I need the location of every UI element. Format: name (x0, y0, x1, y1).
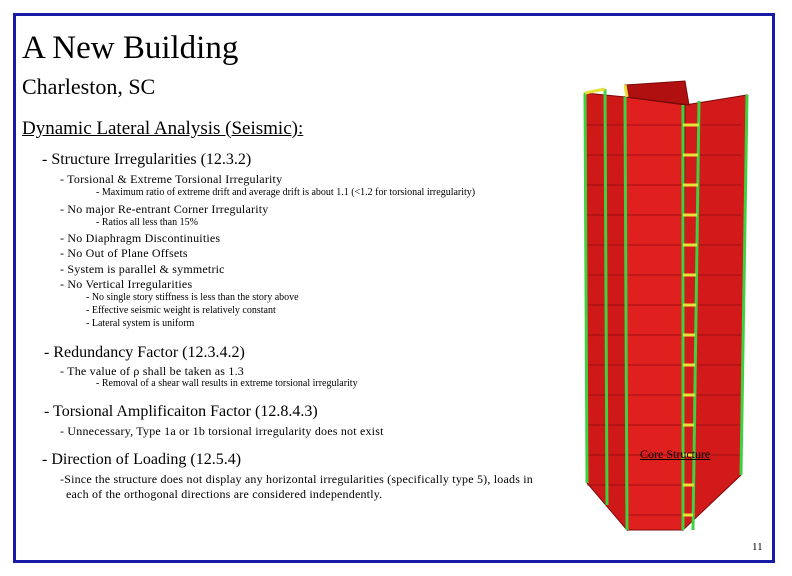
torsional-note: - Maximum ratio of extreme drift and average drift is about 1.1 (<1.2 for torsional irregularity) (96, 187, 476, 198)
redundancy-note: - Removal of a shear wall results in extreme torsional irregularity (96, 378, 358, 389)
slide-title: A New Building (22, 30, 239, 66)
out-of-plane-item: - No Out of Plane Offsets (60, 246, 188, 260)
vertical-note-1: - No single story stiffness is less than the story above (86, 292, 299, 303)
torsional-item: - Torsional & Extreme Torsional Irregularity (60, 172, 283, 186)
section-heading: Dynamic Lateral Analysis (Seismic): (22, 118, 304, 139)
vertical-item: - No Vertical Irregularities (60, 277, 193, 291)
redundancy-heading: - Redundancy Factor (12.3.4.2) (44, 344, 245, 361)
figure-caption: Core Structure (640, 447, 711, 461)
slide-subtitle: Charleston, SC (22, 74, 156, 99)
parallel-item: - System is parallel & symmetric (60, 262, 225, 276)
irregularities-heading: - Structure Irregularities (12.3.2) (42, 151, 252, 168)
vertical-note-3: - Lateral system is uniform (86, 318, 195, 329)
torsional-amp-heading: - Torsional Amplificaiton Factor (12.8.4.3) (44, 403, 318, 420)
diaphragm-item: - No Diaphragm Discontinuities (60, 231, 221, 245)
page-number: 11 (752, 541, 763, 553)
core-front-wall (625, 97, 685, 530)
redundancy-value: - The value of ρ shall be taken as 1.3 (60, 364, 244, 378)
loading-line-1: -Since the structure does not display any horizontal irregularities (specifically type 5), loads in (60, 472, 533, 486)
vertical-note-2: - Effective seismic weight is relatively constant (86, 305, 276, 316)
reentrant-note: - Ratios all less than 15% (96, 217, 198, 228)
loading-heading: - Direction of Loading (12.5.4) (42, 451, 242, 468)
core-structure-figure (565, 75, 765, 535)
torsional-amp-note: - Unnecessary, Type 1a or 1b torsional irregularity does not exist (60, 424, 384, 438)
loading-line-2: each of the orthogonal directions are considered independently. (66, 487, 383, 501)
reentrant-item: - No major Re-entrant Corner Irregularity (60, 202, 269, 216)
